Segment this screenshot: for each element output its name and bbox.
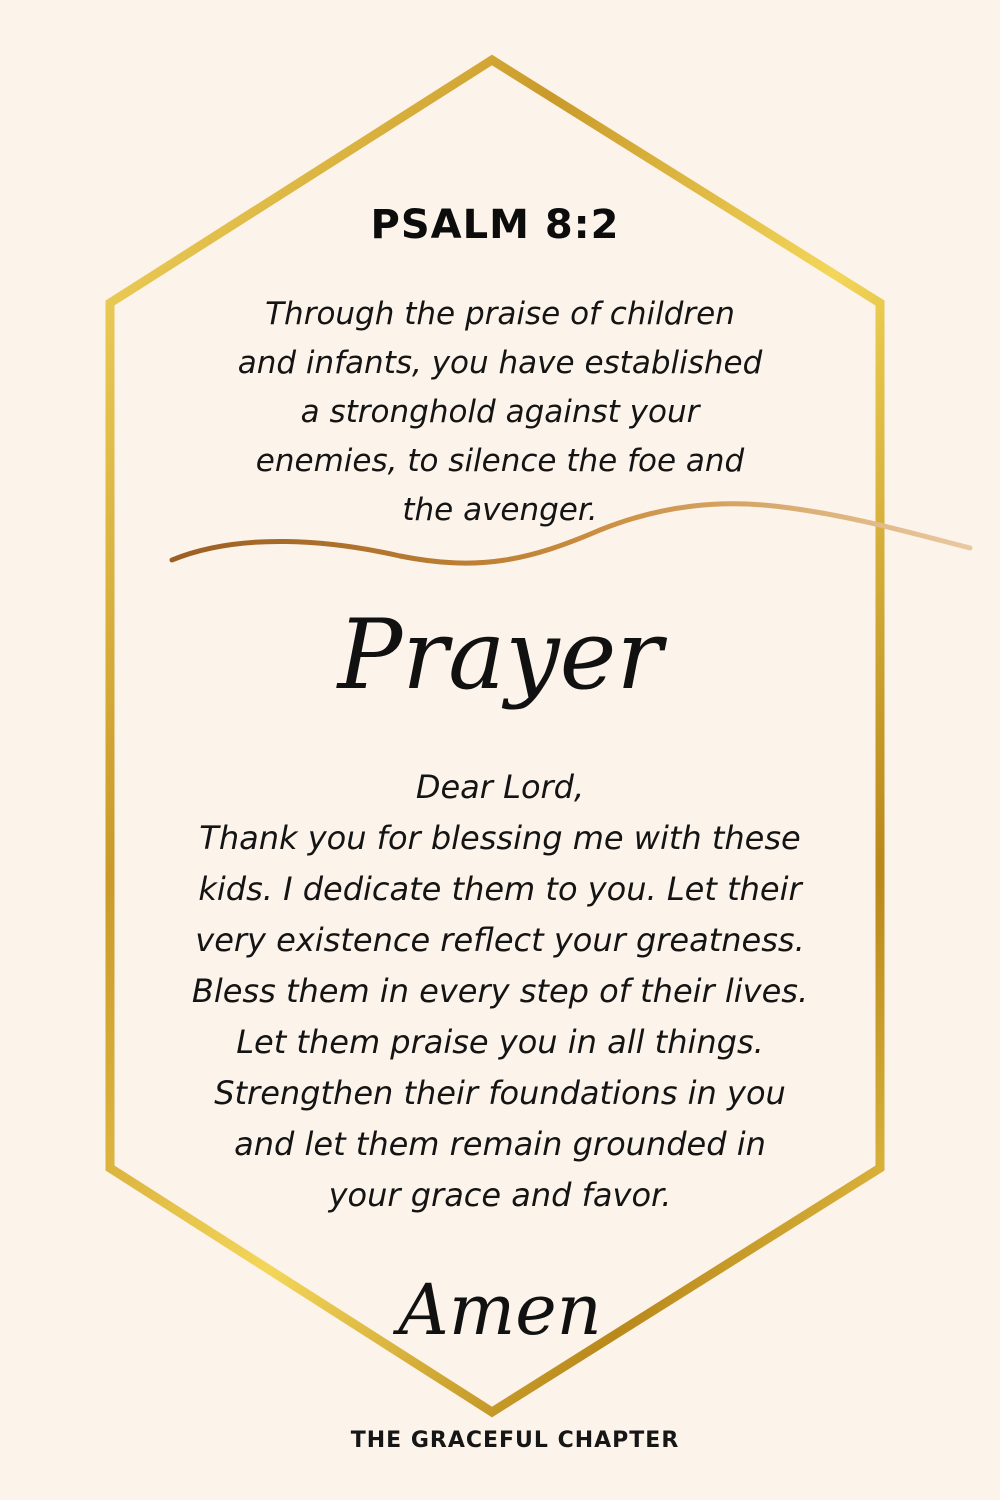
prayer-heading: Prayer (337, 599, 663, 711)
verse-text (180, 290, 820, 535)
prayer-line: Thank you for blessing me with these (199, 819, 801, 857)
prayer-line: kids. I dedicate them to you. Let their (198, 870, 802, 908)
prayer-line: Let them praise you in all things. (236, 1023, 764, 1061)
prayer-line: very existence reflect your greatness. (195, 921, 805, 959)
prayer-closing: Amen (398, 1269, 602, 1351)
verse-line: and infants, you have established (237, 345, 763, 381)
prayer-line: your grace and favor. (328, 1176, 672, 1214)
verse-line: a stronghold against your (300, 394, 700, 430)
brand-footer[interactable]: THE GRACEFUL CHAPTER (350, 1428, 680, 1453)
verse-line: enemies, to silence the foe and (255, 443, 745, 479)
prayer-line: Strengthen their foundations in you (214, 1074, 786, 1112)
verse-line: Through the praise of children (265, 296, 735, 332)
verse-line: the avenger. (402, 492, 598, 528)
verse-reference: PSALM 8:2 (370, 202, 620, 248)
prayer-line: Bless them in every step of their lives. (191, 972, 809, 1010)
prayer-line: and let them remain grounded in (234, 1125, 766, 1163)
prayer-line: Dear Lord, (415, 768, 585, 806)
prayer-text (120, 762, 880, 1221)
